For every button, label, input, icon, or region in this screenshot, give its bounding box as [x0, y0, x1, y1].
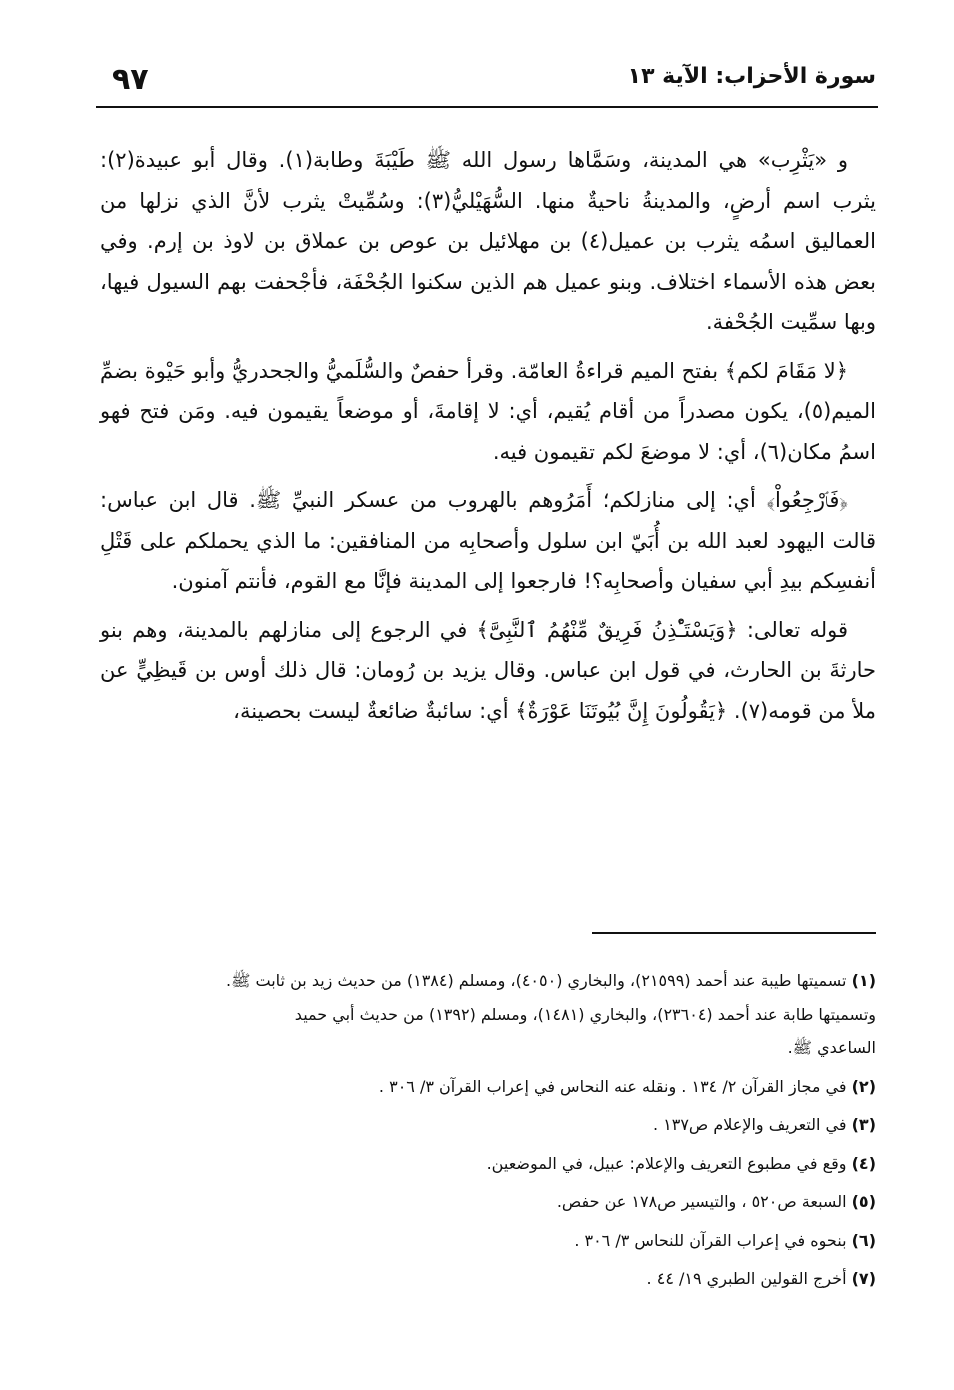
- paragraph: ﴿لا مَقَامَ لكم﴾ بفتح الميم قراءةُ العامّة. وقرأ حفصٌ والسُّلَميُّ والجحدريُّ وأبو حَيْوة بضمِّ الميم(٥)، يكون مصدراً من أقام يُقيم، أي: لا إقامةَ، أو موضعاً يقيمون فيه. ومَن فتح فهو اسمُ مكان(٦)، أي: لا موضعَ لكم تقيمون فيه.: [100, 358, 876, 464]
- footnote-text: في التعريف والإعلام ص١٣٧ .: [652, 1115, 847, 1134]
- footnote-number: (٥): [851, 1192, 876, 1211]
- footnote-number: (١): [851, 971, 876, 990]
- footnote-3: [100, 1108, 876, 1142]
- footnote-number: (٢): [851, 1076, 876, 1096]
- footnote-text: تسميتها طيبة عند أحمد (٢١٥٩٩)، والبخاري (٤٠٥٠)، ومسلم (١٣٨٤) من حديث زيد بن ثابت ﷺ.: [226, 971, 847, 990]
- footnote-text: وقع في مطبوع التعريف والإعلام: عبيل، في الموضعين.: [486, 1153, 847, 1173]
- footnote-7: [100, 1262, 876, 1296]
- paragraph: ﴿فَٱرْجِعُواْ﴾ أي: إلى منازلكم؛ أَمَرُوهم بالهروب من عسكر النبيِّ ﷺ. قال ابن عباس: قالت اليهود لعبد الله بن أُبَيّ ابن سلول وأصحابِه من المنافقين: ما الذي يحملكم على قَتْلِ أنفسِكم بيدِ أبي سفيان وأصحابِه؟! فارجعوا إلى المدينة فإنَّا مع القوم، فأنتم آمنون.: [100, 488, 876, 593]
- footnote-text: أخرج القولين الطبري ١٩/ ٤٤ .: [646, 1269, 847, 1288]
- footnote-number: (٣): [851, 1115, 876, 1134]
- main-text: [100, 140, 876, 739]
- footnote-4: [100, 1147, 876, 1181]
- footnote-separator: [592, 932, 876, 934]
- footnote-2: [100, 1070, 876, 1104]
- paragraph: قوله تعالى: ﴿وَيَسْتَـْٔذِنُ فَرِيقٌ مِّنْهُمُ ٱلنَّبِىَّ﴾ في الرجوع إلى منازلهم بالمدينة، وهم بنو حارثةَ بن الحارث، في قول ابن عباس. وقال يزيد بن رُومان: قال ذلك أوس بن قَيظِيٍّ عن ملأ من قومه(٧). ﴿يَقُولُونَ إِنَّ بُيُوتَنَا عَوْرَةٌ﴾ أي: سائبةٌ ضائعةٌ ليست بحصينة،: [100, 617, 876, 723]
- footnote-text: في مجاز القرآن ٢/ ١٣٤ . ونقله عنه النحاس في إعراب القرآن ٣/ ٣٠٦ .: [378, 1076, 847, 1096]
- footnote-number: (٧): [851, 1269, 876, 1288]
- header-rule: [96, 106, 878, 108]
- footnote-text: وتسميتها طابة عند أحمد (٢٣٦٠٤)، والبخاري (١٤٨١)، ومسلم (١٣٩٢) من حديث أبي حميد: [294, 1004, 876, 1024]
- page-number: ٩٧: [112, 62, 149, 97]
- footnote-text: السبعة ص٥٢٠ ، والتيسير ص١٧٨ عن حفص.: [556, 1192, 847, 1211]
- paragraph: و «يَثْرِب» هي المدينة، وسَمَّاها رسول الله ﷺ طَيْبَةَ وطابة(١). وقال أبو عبيدة(٢): يثرب اسم أرضٍ، والمدينةُ ناحيةٌ منها. السُّهَيْليُّ(٣): وسُمِّيتْ يثرب لأنَّ الذي نزلها من العماليق اسمُه يثرب بن عميل(٤) بن مهلائيل بن عوص بن عملاق بن لاوذ بن إرم. وفي بعض هذه الأسماء اختلاف. وبنو عميل هم الذين سكنوا الجُحْفَة، فأجْحفت بهم السيول فيها، وبها سمِّيت الجُحْفة.: [100, 148, 877, 334]
- footnote-number: (٤): [851, 1153, 876, 1173]
- footnote-number: (٦): [851, 1230, 876, 1250]
- footnote-1: [100, 964, 876, 1065]
- running-header-title: سورة الأحزاب: الآية ١٣: [627, 64, 876, 89]
- footnotes: [100, 964, 876, 1301]
- footnote-5: [100, 1185, 876, 1219]
- footnote-6: [100, 1224, 876, 1258]
- footnote-text: بنحوه في إعراب القرآن للنحاس ٣/ ٣٠٦ .: [574, 1230, 847, 1250]
- footnote-text: الساعدي ﷺ.: [787, 1038, 876, 1057]
